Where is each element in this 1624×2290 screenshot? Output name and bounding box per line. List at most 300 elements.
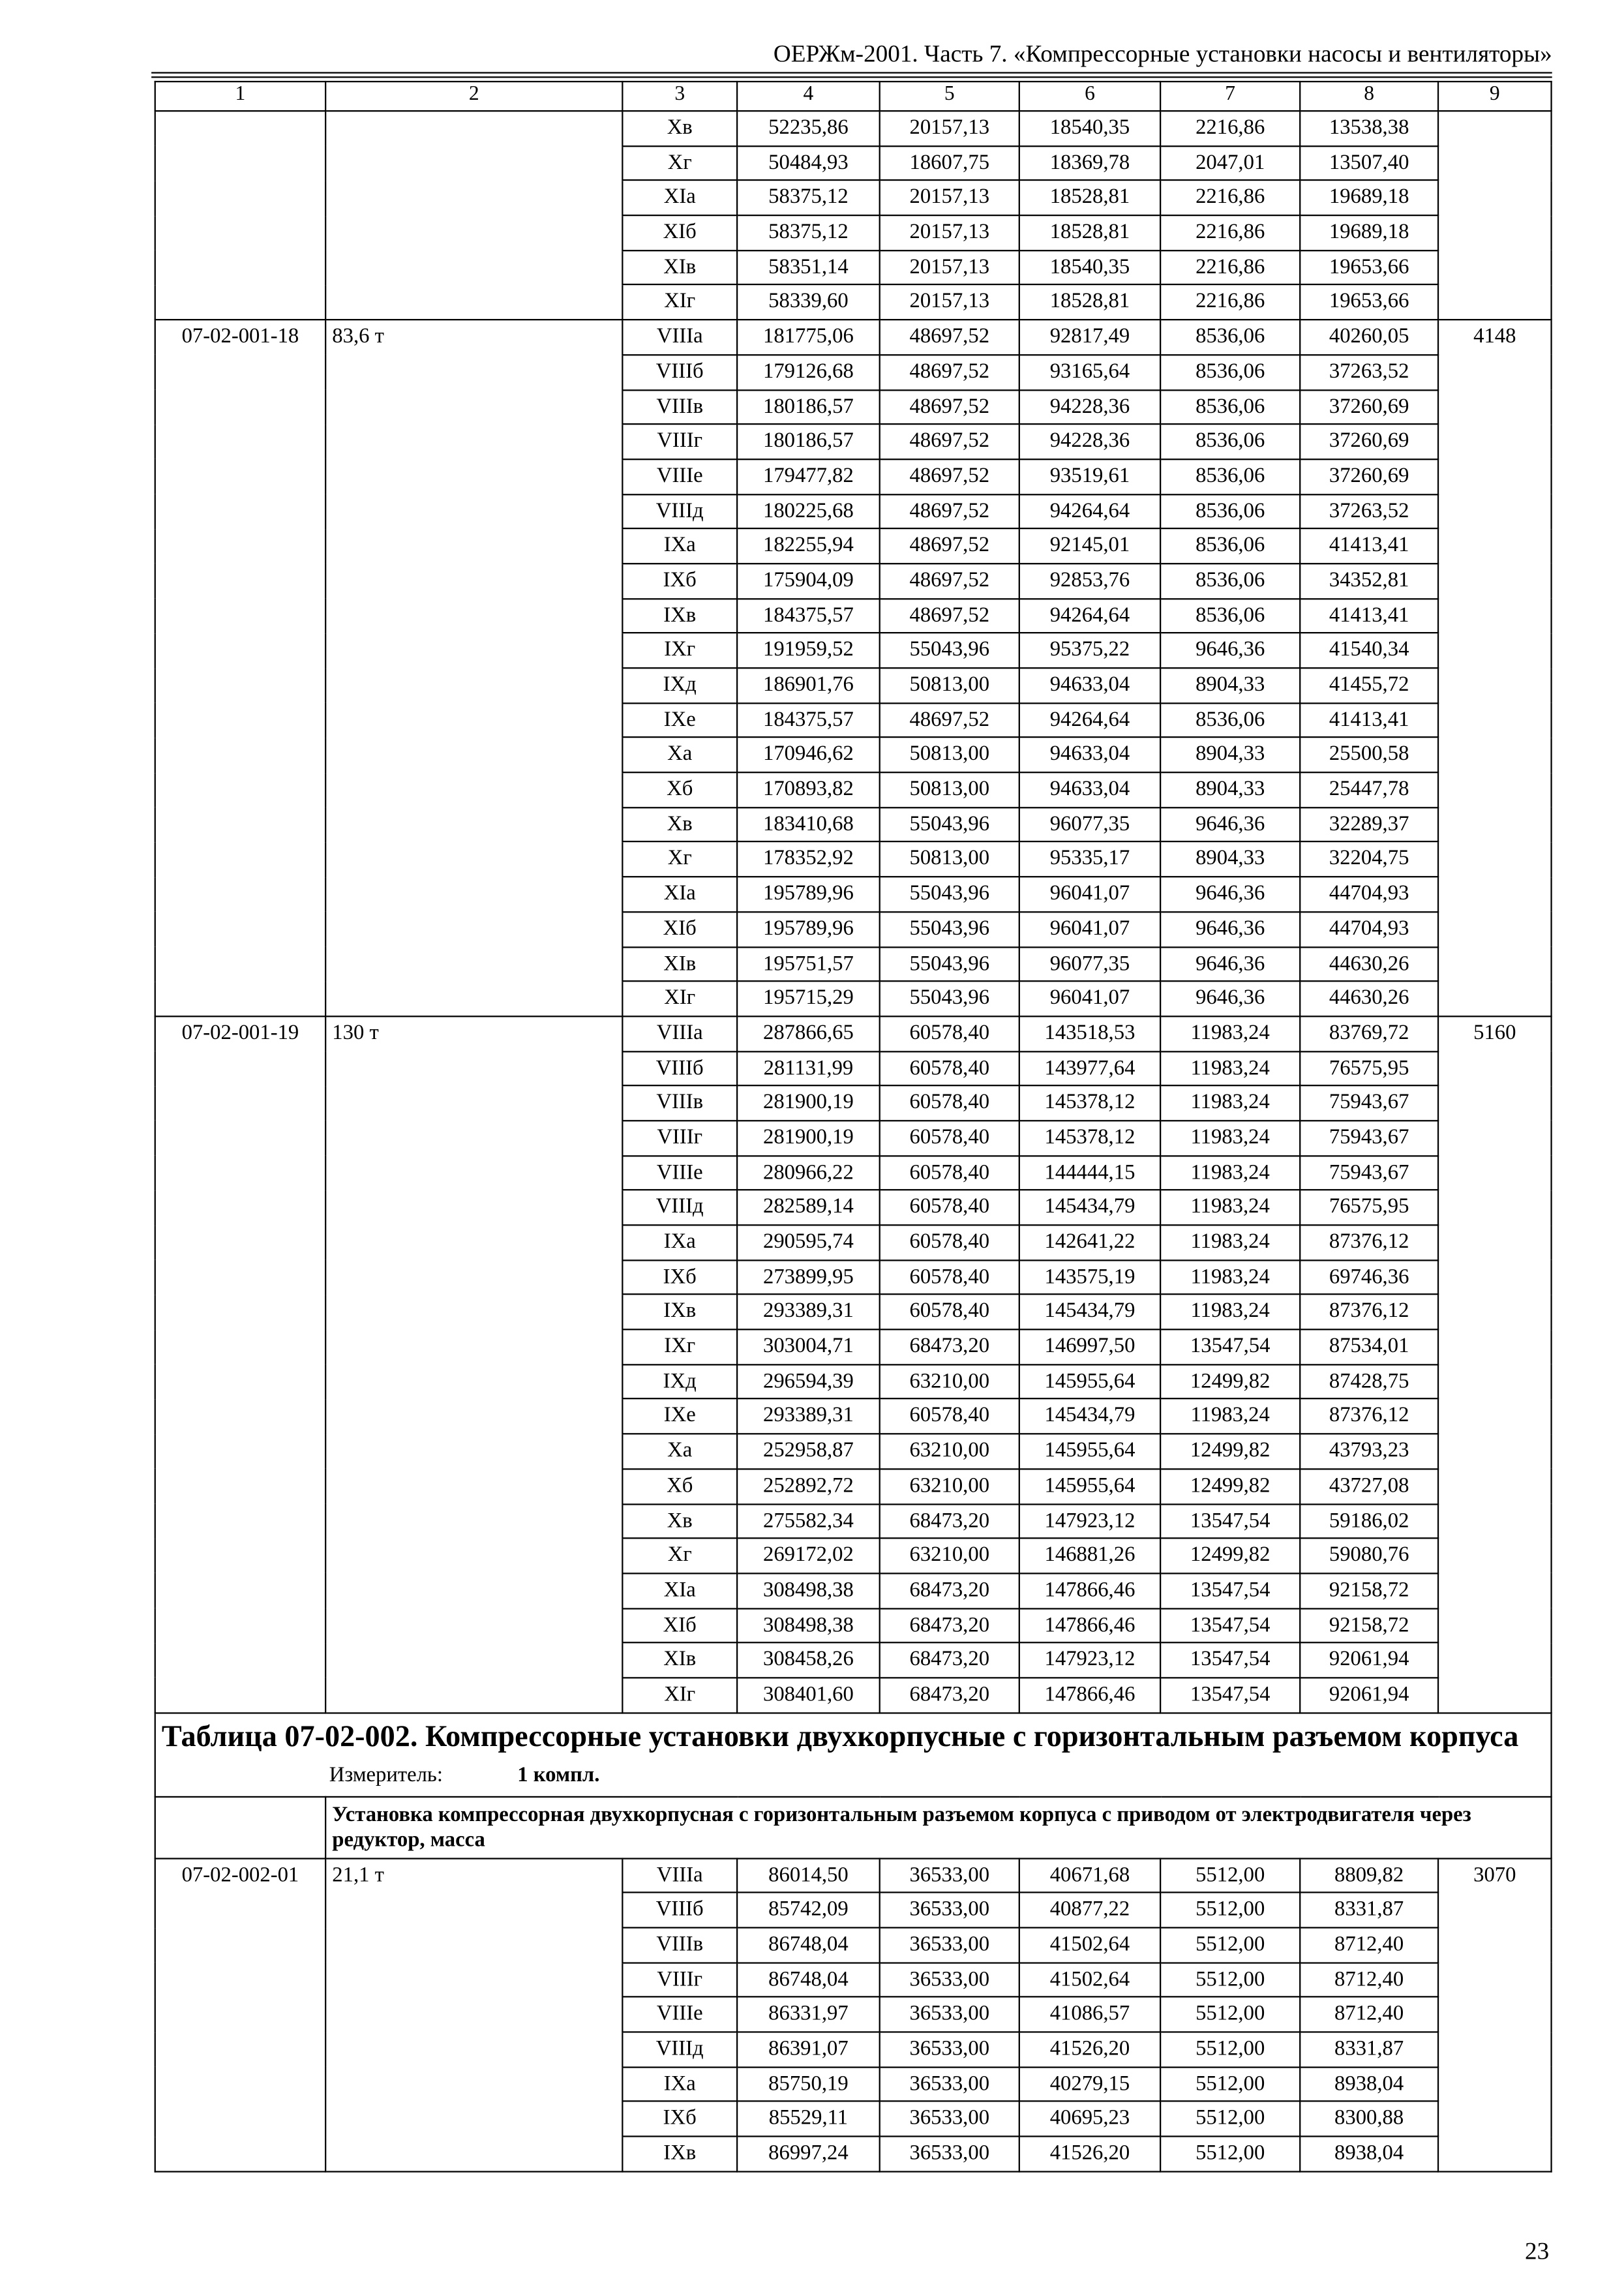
materials-cell: 37263,52 bbox=[1300, 355, 1438, 389]
labor-cell bbox=[1438, 982, 1552, 1016]
operator-wages-cell: 8536,06 bbox=[1160, 598, 1300, 633]
materials-cell: 37260,69 bbox=[1300, 459, 1438, 494]
operator-wages-cell: 8904,33 bbox=[1160, 842, 1300, 877]
materials-cell: 8938,04 bbox=[1300, 2137, 1438, 2171]
labor-cell bbox=[1438, 2067, 1552, 2102]
total-cost-cell: 303004,71 bbox=[737, 1329, 880, 1364]
total-cost-cell: 290595,74 bbox=[737, 1225, 880, 1259]
section-title: Таблица 07-02-002. Компрессорные установки двухкорпусные с горизонтальным разъемом корпуса bbox=[161, 1721, 1519, 1753]
parameter-cell bbox=[325, 1608, 622, 1642]
parameter-cell bbox=[325, 1963, 622, 1997]
machines-cell: 93519,61 bbox=[1019, 459, 1160, 494]
column-number: 1 bbox=[155, 82, 325, 111]
parameter-cell bbox=[325, 1225, 622, 1259]
operator-wages-cell: 13547,54 bbox=[1160, 1573, 1300, 1608]
resource-code bbox=[155, 772, 325, 807]
table-row bbox=[155, 1927, 1552, 1962]
parameter-cell bbox=[325, 1260, 622, 1295]
labor-cell bbox=[1438, 1539, 1552, 1573]
wages-cell: 60578,40 bbox=[880, 1086, 1019, 1121]
operator-wages-cell: 5512,00 bbox=[1160, 2102, 1300, 2136]
zone-cell: VIIIг bbox=[622, 1963, 737, 1997]
section-title-cell bbox=[155, 1713, 1552, 1796]
operator-wages-cell: 12499,82 bbox=[1160, 1434, 1300, 1469]
parameter-cell bbox=[325, 842, 622, 877]
materials-cell: 92158,72 bbox=[1300, 1573, 1438, 1608]
total-cost-cell: 280966,22 bbox=[737, 1156, 880, 1190]
table-row bbox=[155, 772, 1552, 807]
total-cost-cell: 182255,94 bbox=[737, 529, 880, 564]
wages-cell: 55043,96 bbox=[880, 807, 1019, 842]
measure-value: 1 компл. bbox=[517, 1763, 600, 1787]
resource-code bbox=[155, 738, 325, 772]
operator-wages-cell: 13547,54 bbox=[1160, 1608, 1300, 1642]
machines-cell: 94228,36 bbox=[1019, 425, 1160, 459]
table-row bbox=[155, 1539, 1552, 1573]
total-cost-cell: 293389,31 bbox=[737, 1295, 880, 1329]
resource-code bbox=[155, 2102, 325, 2136]
wages-cell: 48697,52 bbox=[880, 598, 1019, 633]
wages-cell: 60578,40 bbox=[880, 1399, 1019, 1434]
table-row bbox=[155, 1469, 1552, 1503]
operator-wages-cell: 9646,36 bbox=[1160, 912, 1300, 946]
zone-cell: VIIIб bbox=[622, 1893, 737, 1927]
labor-cell bbox=[1438, 1573, 1552, 1608]
resource-code bbox=[155, 668, 325, 702]
materials-cell: 75943,67 bbox=[1300, 1086, 1438, 1121]
resource-code bbox=[155, 2137, 325, 2171]
materials-cell: 13538,38 bbox=[1300, 111, 1438, 145]
machines-cell: 41502,64 bbox=[1019, 1963, 1160, 1997]
machines-cell: 94264,64 bbox=[1019, 598, 1160, 633]
operator-wages-cell: 8536,06 bbox=[1160, 459, 1300, 494]
operator-wages-cell: 13547,54 bbox=[1160, 1643, 1300, 1678]
materials-cell: 43727,08 bbox=[1300, 1469, 1438, 1503]
column-number: 4 bbox=[737, 82, 880, 111]
total-cost-cell: 86331,97 bbox=[737, 1997, 880, 2032]
table-row bbox=[155, 529, 1552, 564]
table-row bbox=[155, 1399, 1552, 1434]
materials-cell: 44704,93 bbox=[1300, 912, 1438, 946]
table-row bbox=[155, 320, 1552, 354]
wages-cell: 55043,96 bbox=[880, 946, 1019, 981]
resource-code bbox=[155, 425, 325, 459]
machines-cell: 41526,20 bbox=[1019, 2137, 1160, 2171]
labor-cell bbox=[1438, 355, 1552, 389]
operator-wages-cell: 2216,86 bbox=[1160, 181, 1300, 215]
resource-code bbox=[155, 877, 325, 911]
table-row bbox=[155, 1893, 1552, 1927]
total-cost-cell: 186901,76 bbox=[737, 668, 880, 702]
total-cost-cell: 308498,38 bbox=[737, 1573, 880, 1608]
wages-cell: 36533,00 bbox=[880, 1893, 1019, 1927]
total-cost-cell: 293389,31 bbox=[737, 1399, 880, 1434]
table-row bbox=[155, 598, 1552, 633]
machines-cell: 41526,20 bbox=[1019, 2032, 1160, 2067]
materials-cell: 69746,36 bbox=[1300, 1260, 1438, 1295]
wages-cell: 36533,00 bbox=[880, 1858, 1019, 1893]
table-row bbox=[155, 425, 1552, 459]
total-cost-cell: 281131,99 bbox=[737, 1051, 880, 1085]
labor-cell bbox=[1438, 389, 1552, 424]
materials-cell: 87376,12 bbox=[1300, 1295, 1438, 1329]
table-row bbox=[155, 250, 1552, 285]
labor-cell bbox=[1438, 285, 1552, 320]
resource-code bbox=[155, 1121, 325, 1155]
materials-cell: 75943,67 bbox=[1300, 1156, 1438, 1190]
labor-cell bbox=[1438, 1469, 1552, 1503]
table-row bbox=[155, 564, 1552, 598]
table-row bbox=[155, 1086, 1552, 1121]
machines-cell: 146881,26 bbox=[1019, 1539, 1160, 1573]
parameter-cell bbox=[325, 1156, 622, 1190]
materials-cell: 32204,75 bbox=[1300, 842, 1438, 877]
table-row bbox=[155, 2067, 1552, 2102]
total-cost-cell: 252892,72 bbox=[737, 1469, 880, 1503]
machines-cell: 143977,64 bbox=[1019, 1051, 1160, 1085]
zone-cell: Xг bbox=[622, 146, 737, 181]
labor-cell bbox=[1438, 1364, 1552, 1399]
table-row bbox=[155, 633, 1552, 668]
total-cost-cell: 282589,14 bbox=[737, 1190, 880, 1225]
zone-cell: VIIIе bbox=[622, 459, 737, 494]
wages-cell: 48697,52 bbox=[880, 425, 1019, 459]
table-row bbox=[155, 1329, 1552, 1364]
zone-cell: Xб bbox=[622, 1469, 737, 1503]
operator-wages-cell: 5512,00 bbox=[1160, 2137, 1300, 2171]
parameter-cell: 83,6 т bbox=[325, 320, 622, 354]
parameter-cell bbox=[325, 1295, 622, 1329]
materials-cell: 43793,23 bbox=[1300, 1434, 1438, 1469]
materials-cell: 37260,69 bbox=[1300, 425, 1438, 459]
materials-cell: 75943,67 bbox=[1300, 1121, 1438, 1155]
zone-cell: XIб bbox=[622, 215, 737, 250]
machines-cell: 96077,35 bbox=[1019, 807, 1160, 842]
total-cost-cell: 85742,09 bbox=[737, 1893, 880, 1927]
wages-cell: 60578,40 bbox=[880, 1156, 1019, 1190]
labor-cell bbox=[1438, 1927, 1552, 1962]
materials-cell: 40260,05 bbox=[1300, 320, 1438, 354]
machines-cell: 40279,15 bbox=[1019, 2067, 1160, 2102]
labor-cell bbox=[1438, 1997, 1552, 2032]
labor-cell bbox=[1438, 1503, 1552, 1538]
resource-code bbox=[155, 982, 325, 1016]
resource-code bbox=[155, 2067, 325, 2102]
resource-code bbox=[155, 633, 325, 668]
table-row bbox=[155, 1016, 1552, 1051]
parameter-cell bbox=[325, 1190, 622, 1225]
parameter-cell bbox=[325, 668, 622, 702]
operator-wages-cell: 8536,06 bbox=[1160, 529, 1300, 564]
total-cost-cell: 178352,92 bbox=[737, 842, 880, 877]
operator-wages-cell: 11983,24 bbox=[1160, 1051, 1300, 1085]
zone-cell: XIа bbox=[622, 1573, 737, 1608]
table-row bbox=[155, 285, 1552, 320]
resource-code bbox=[155, 529, 325, 564]
machines-cell: 95335,17 bbox=[1019, 842, 1160, 877]
labor-cell bbox=[1438, 1190, 1552, 1225]
wages-cell: 63210,00 bbox=[880, 1539, 1019, 1573]
resource-code bbox=[155, 703, 325, 738]
labor-cell bbox=[1438, 738, 1552, 772]
labor-cell bbox=[1438, 425, 1552, 459]
resource-code bbox=[155, 1573, 325, 1608]
total-cost-cell: 308458,26 bbox=[737, 1643, 880, 1678]
table-row bbox=[155, 1434, 1552, 1469]
operator-wages-cell: 8904,33 bbox=[1160, 772, 1300, 807]
machines-cell: 147923,12 bbox=[1019, 1643, 1160, 1678]
operator-wages-cell: 9646,36 bbox=[1160, 633, 1300, 668]
zone-cell: IXв bbox=[622, 2137, 737, 2171]
zone-cell: VIIIд bbox=[622, 494, 737, 528]
resource-code bbox=[155, 1190, 325, 1225]
machines-cell: 144444,15 bbox=[1019, 1156, 1160, 1190]
materials-cell: 25447,78 bbox=[1300, 772, 1438, 807]
total-cost-cell: 85750,19 bbox=[737, 2067, 880, 2102]
materials-cell: 44704,93 bbox=[1300, 877, 1438, 911]
labor-cell bbox=[1438, 1399, 1552, 1434]
materials-cell: 25500,58 bbox=[1300, 738, 1438, 772]
machines-cell: 146997,50 bbox=[1019, 1329, 1160, 1364]
resource-code bbox=[155, 285, 325, 320]
column-number: 5 bbox=[880, 82, 1019, 111]
labor-cell bbox=[1438, 1086, 1552, 1121]
materials-cell: 92061,94 bbox=[1300, 1678, 1438, 1712]
machines-cell: 96041,07 bbox=[1019, 982, 1160, 1016]
parameter-cell bbox=[325, 1927, 622, 1962]
table-row bbox=[155, 1156, 1552, 1190]
zone-cell: Xв bbox=[622, 111, 737, 145]
machines-cell: 143518,53 bbox=[1019, 1016, 1160, 1051]
labor-cell: 3070 bbox=[1438, 1858, 1552, 1893]
parameter-cell bbox=[325, 389, 622, 424]
table-row bbox=[155, 1260, 1552, 1295]
wages-cell: 60578,40 bbox=[880, 1190, 1019, 1225]
table-row bbox=[155, 1503, 1552, 1538]
machines-cell: 142641,22 bbox=[1019, 1225, 1160, 1259]
wages-cell: 20157,13 bbox=[880, 181, 1019, 215]
table-row bbox=[155, 355, 1552, 389]
zone-cell: IXг bbox=[622, 1329, 737, 1364]
operator-wages-cell: 11983,24 bbox=[1160, 1399, 1300, 1434]
parameter-cell bbox=[325, 738, 622, 772]
total-cost-cell: 281900,19 bbox=[737, 1086, 880, 1121]
wages-cell: 20157,13 bbox=[880, 285, 1019, 320]
table-row bbox=[155, 2032, 1552, 2067]
resource-code: 07-02-002-01 bbox=[155, 1858, 325, 1893]
total-cost-cell: 181775,06 bbox=[737, 320, 880, 354]
table-row bbox=[155, 389, 1552, 424]
machines-cell: 94633,04 bbox=[1019, 738, 1160, 772]
zone-cell: IXб bbox=[622, 2102, 737, 2136]
resource-code bbox=[155, 1295, 325, 1329]
parameter-cell bbox=[325, 2137, 622, 2171]
operator-wages-cell: 8536,06 bbox=[1160, 389, 1300, 424]
wages-cell: 60578,40 bbox=[880, 1051, 1019, 1085]
table-row bbox=[155, 1190, 1552, 1225]
total-cost-cell: 252958,87 bbox=[737, 1434, 880, 1469]
parameter-cell bbox=[325, 807, 622, 842]
column-number: 9 bbox=[1438, 82, 1552, 111]
zone-cell: Xг bbox=[622, 842, 737, 877]
zone-cell: VIIIг bbox=[622, 1121, 737, 1155]
wages-cell: 48697,52 bbox=[880, 529, 1019, 564]
labor-cell bbox=[1438, 1893, 1552, 1927]
parameter-cell bbox=[325, 1121, 622, 1155]
labor-cell bbox=[1438, 1260, 1552, 1295]
materials-cell: 76575,95 bbox=[1300, 1051, 1438, 1085]
total-cost-cell: 273899,95 bbox=[737, 1260, 880, 1295]
total-cost-cell: 180186,57 bbox=[737, 425, 880, 459]
wages-cell: 55043,96 bbox=[880, 633, 1019, 668]
resource-code bbox=[155, 1225, 325, 1259]
machines-cell: 145378,12 bbox=[1019, 1121, 1160, 1155]
zone-cell: IXб bbox=[622, 1260, 737, 1295]
wages-cell: 60578,40 bbox=[880, 1016, 1019, 1051]
operator-wages-cell: 11983,24 bbox=[1160, 1190, 1300, 1225]
machines-cell: 147866,46 bbox=[1019, 1678, 1160, 1712]
resource-code bbox=[155, 355, 325, 389]
parameter-cell bbox=[325, 459, 622, 494]
materials-cell: 8712,40 bbox=[1300, 1997, 1438, 2032]
resource-code bbox=[155, 1399, 325, 1434]
operator-wages-cell: 13547,54 bbox=[1160, 1329, 1300, 1364]
operator-wages-cell: 8536,06 bbox=[1160, 564, 1300, 598]
machines-cell: 96041,07 bbox=[1019, 877, 1160, 911]
machines-cell: 147866,46 bbox=[1019, 1608, 1160, 1642]
wages-cell: 68473,20 bbox=[880, 1329, 1019, 1364]
machines-cell: 143575,19 bbox=[1019, 1260, 1160, 1295]
wages-cell: 55043,96 bbox=[880, 912, 1019, 946]
resource-code bbox=[155, 1608, 325, 1642]
table-row bbox=[155, 1997, 1552, 2032]
operator-wages-cell: 11983,24 bbox=[1160, 1016, 1300, 1051]
resource-code bbox=[155, 459, 325, 494]
parameter-cell bbox=[325, 2067, 622, 2102]
labor-cell bbox=[1438, 912, 1552, 946]
operator-wages-cell: 2216,86 bbox=[1160, 215, 1300, 250]
table-row bbox=[155, 738, 1552, 772]
machines-cell: 145434,79 bbox=[1019, 1295, 1160, 1329]
labor-cell bbox=[1438, 1678, 1552, 1712]
resource-code bbox=[155, 842, 325, 877]
resource-code bbox=[155, 1503, 325, 1538]
total-cost-cell: 195789,96 bbox=[737, 912, 880, 946]
machines-cell: 145378,12 bbox=[1019, 1086, 1160, 1121]
resource-code bbox=[155, 1469, 325, 1503]
zone-cell: IXа bbox=[622, 529, 737, 564]
machines-cell: 18369,78 bbox=[1019, 146, 1160, 181]
wages-cell: 55043,96 bbox=[880, 877, 1019, 911]
wages-cell: 68473,20 bbox=[880, 1678, 1019, 1712]
zone-cell: XIг bbox=[622, 982, 737, 1016]
machines-cell: 94264,64 bbox=[1019, 703, 1160, 738]
materials-cell: 87534,01 bbox=[1300, 1329, 1438, 1364]
description-row bbox=[155, 1796, 1552, 1858]
labor-cell bbox=[1438, 1295, 1552, 1329]
parameter-cell bbox=[325, 1399, 622, 1434]
parameter-cell bbox=[325, 1434, 622, 1469]
wages-cell: 48697,52 bbox=[880, 703, 1019, 738]
materials-cell: 19689,18 bbox=[1300, 215, 1438, 250]
parameter-cell bbox=[325, 215, 622, 250]
operator-wages-cell: 8536,06 bbox=[1160, 703, 1300, 738]
wages-cell: 36533,00 bbox=[880, 2102, 1019, 2136]
labor-cell bbox=[1438, 703, 1552, 738]
total-cost-cell: 170893,82 bbox=[737, 772, 880, 807]
materials-cell: 32289,37 bbox=[1300, 807, 1438, 842]
operator-wages-cell: 5512,00 bbox=[1160, 1927, 1300, 1962]
machines-cell: 92817,49 bbox=[1019, 320, 1160, 354]
materials-cell: 87428,75 bbox=[1300, 1364, 1438, 1399]
operator-wages-cell: 9646,36 bbox=[1160, 946, 1300, 981]
zone-cell: VIIIа bbox=[622, 1016, 737, 1051]
table-row bbox=[155, 703, 1552, 738]
zone-cell: IXе bbox=[622, 703, 737, 738]
zone-cell: XIа bbox=[622, 877, 737, 911]
machines-cell: 92145,01 bbox=[1019, 529, 1160, 564]
labor-cell bbox=[1438, 2032, 1552, 2067]
parameter-cell bbox=[325, 1573, 622, 1608]
zone-cell: XIг bbox=[622, 1678, 737, 1712]
total-cost-cell: 308401,60 bbox=[737, 1678, 880, 1712]
operator-wages-cell: 5512,00 bbox=[1160, 1858, 1300, 1893]
resource-code bbox=[155, 389, 325, 424]
operator-wages-cell: 11983,24 bbox=[1160, 1225, 1300, 1259]
machines-cell: 94264,64 bbox=[1019, 494, 1160, 528]
zone-cell: IXв bbox=[622, 598, 737, 633]
operator-wages-cell: 11983,24 bbox=[1160, 1156, 1300, 1190]
zone-cell: IXа bbox=[622, 1225, 737, 1259]
materials-cell: 19653,66 bbox=[1300, 285, 1438, 320]
table-row bbox=[155, 946, 1552, 981]
parameter-cell bbox=[325, 285, 622, 320]
labor-cell bbox=[1438, 529, 1552, 564]
labor-cell bbox=[1438, 877, 1552, 911]
zone-cell: IXг bbox=[622, 633, 737, 668]
materials-cell: 87376,12 bbox=[1300, 1399, 1438, 1434]
table-row bbox=[155, 146, 1552, 181]
wages-cell: 60578,40 bbox=[880, 1121, 1019, 1155]
zone-cell: VIIIа bbox=[622, 320, 737, 354]
parameter-cell bbox=[325, 703, 622, 738]
resource-code bbox=[155, 1893, 325, 1927]
operator-wages-cell: 11983,24 bbox=[1160, 1086, 1300, 1121]
labor-cell bbox=[1438, 1434, 1552, 1469]
total-cost-cell: 179477,82 bbox=[737, 459, 880, 494]
total-cost-cell: 86997,24 bbox=[737, 2137, 880, 2171]
table-row bbox=[155, 459, 1552, 494]
parameter-cell bbox=[325, 2102, 622, 2136]
measure-label: Измеритель: bbox=[329, 1763, 443, 1787]
table-row bbox=[155, 1608, 1552, 1642]
machines-cell: 40877,22 bbox=[1019, 1893, 1160, 1927]
labor-cell bbox=[1438, 842, 1552, 877]
parameter-cell bbox=[325, 1469, 622, 1503]
resource-code: 07-02-001-19 bbox=[155, 1016, 325, 1051]
resource-code bbox=[155, 1260, 325, 1295]
parameter-cell bbox=[325, 1051, 622, 1085]
wages-cell: 50813,00 bbox=[880, 668, 1019, 702]
wages-cell: 48697,52 bbox=[880, 564, 1019, 598]
parameter-cell bbox=[325, 982, 622, 1016]
wages-cell: 20157,13 bbox=[880, 111, 1019, 145]
parameter-cell bbox=[325, 494, 622, 528]
machines-cell: 95375,22 bbox=[1019, 633, 1160, 668]
table-row bbox=[155, 494, 1552, 528]
operator-wages-cell: 11983,24 bbox=[1160, 1121, 1300, 1155]
resource-code bbox=[155, 1434, 325, 1469]
